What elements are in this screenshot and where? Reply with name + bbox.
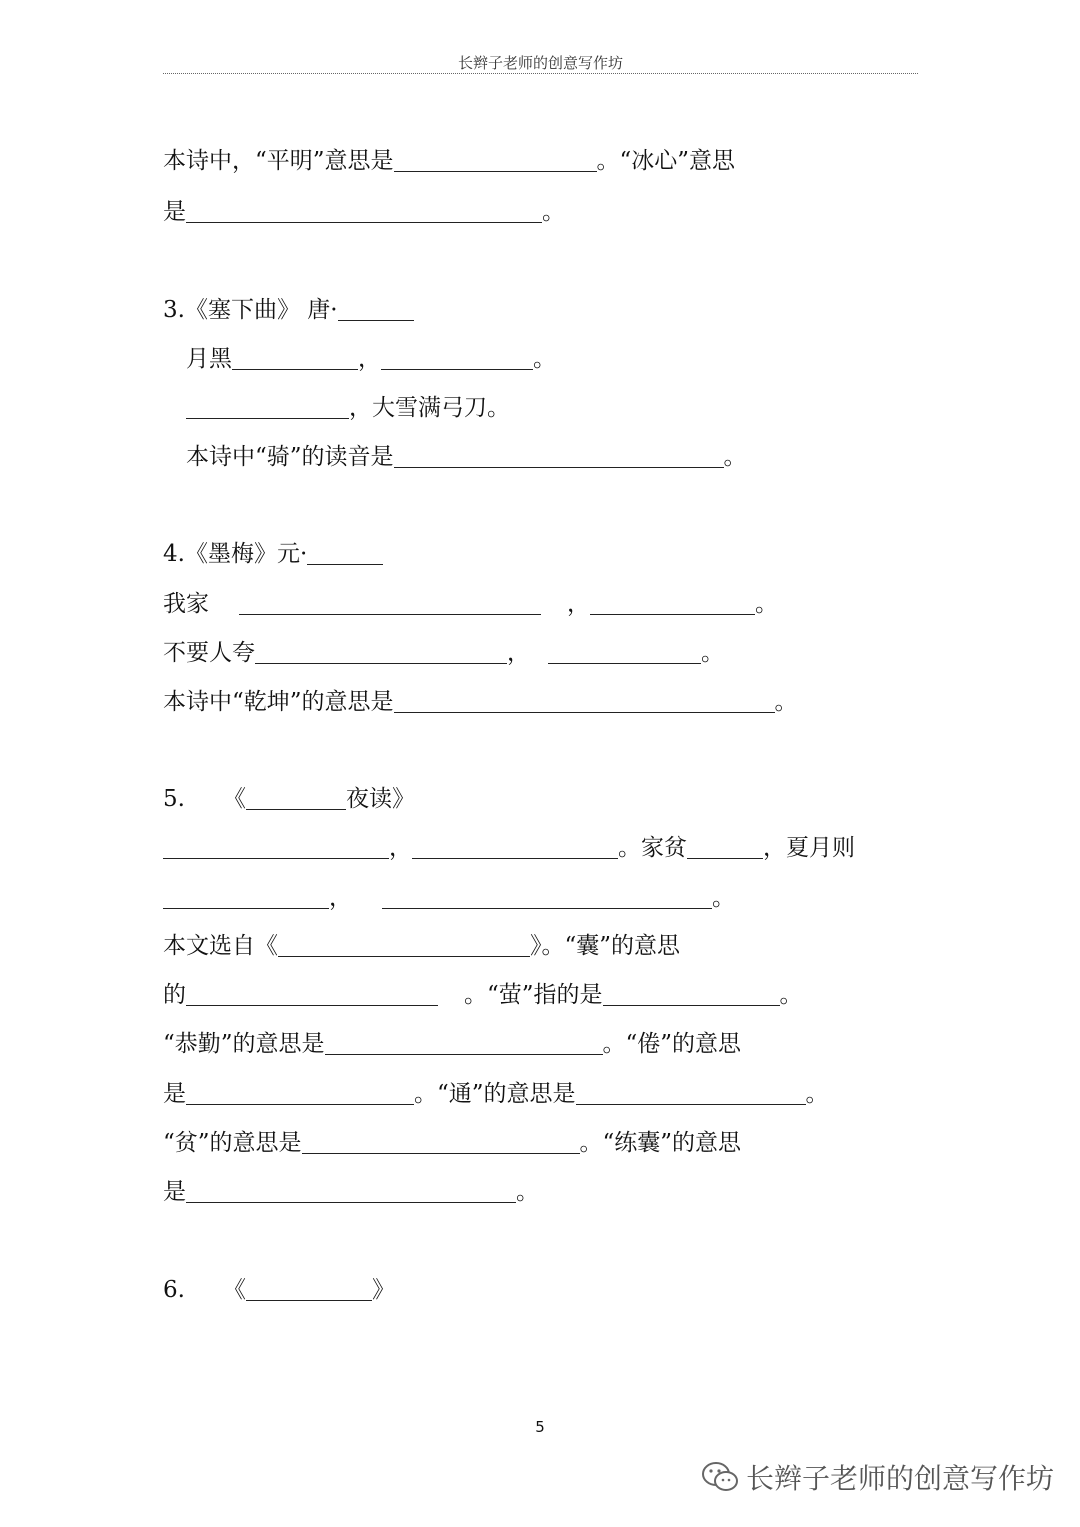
answer-blank[interactable]: [232, 347, 358, 370]
answer-blank[interactable]: [307, 542, 383, 565]
answer-blank[interactable]: [590, 592, 755, 615]
answer-blank[interactable]: [163, 836, 389, 859]
line-text: 本诗中“骑”的读音是: [186, 444, 394, 470]
worksheet-line: [163, 146, 735, 176]
watermark-text: 长辫子老师的创意写作坊: [746, 1462, 1055, 1495]
answer-blank[interactable]: [302, 1131, 580, 1154]
answer-blank[interactable]: [255, 641, 507, 664]
header-divider: [163, 73, 918, 74]
line-text: 》: [371, 1277, 395, 1303]
answer-blank[interactable]: [394, 149, 597, 172]
line-text: 。: [701, 640, 724, 666]
worksheet-line: [163, 980, 803, 1010]
line-text: 我家: [163, 591, 209, 617]
worksheet-line: [163, 197, 565, 227]
line-text: 。“通”的意思是: [414, 1081, 576, 1107]
wechat-icon: [700, 1459, 740, 1495]
line-text: 。“萤”指的是: [464, 982, 603, 1008]
line-text: 。: [755, 591, 778, 617]
answer-blank[interactable]: [186, 983, 438, 1006]
line-text: 。: [542, 199, 565, 225]
answer-blank[interactable]: [186, 1082, 414, 1105]
answer-blank[interactable]: [239, 592, 541, 615]
worksheet-line: [163, 883, 735, 913]
line-text: 。: [516, 1179, 539, 1205]
answer-blank[interactable]: [338, 298, 414, 321]
answer-blank[interactable]: [163, 886, 329, 909]
answer-blank[interactable]: [382, 886, 712, 909]
worksheet-line: [186, 442, 747, 472]
line-text: 。家贫: [618, 835, 687, 861]
answer-blank[interactable]: [687, 836, 763, 859]
answer-blank[interactable]: [548, 641, 701, 664]
line-text: 3.《塞下曲》 唐·: [163, 297, 338, 323]
worksheet-line: [163, 638, 724, 668]
line-text: 》。“囊”的意思: [530, 933, 681, 959]
worksheet-line: [163, 1079, 829, 1109]
line-text: 月黑: [186, 346, 232, 372]
worksheet-line: [163, 589, 778, 619]
line-text: 是: [163, 1081, 186, 1107]
worksheet-line: [163, 1029, 741, 1059]
worksheet-line: [163, 295, 414, 325]
line-text: “恭勤”的意思是: [163, 1031, 325, 1057]
line-text: ，: [507, 640, 530, 666]
answer-blank[interactable]: [412, 836, 618, 859]
line-text: 本文选自《: [163, 933, 278, 959]
answer-blank[interactable]: [576, 1082, 806, 1105]
worksheet-line: [186, 344, 556, 374]
line-text: 不要人夸: [163, 640, 255, 666]
line-text: ，夏月则: [763, 835, 855, 861]
answer-blank[interactable]: [186, 200, 542, 223]
line-text: 。: [533, 346, 556, 372]
worksheet-line: [163, 1128, 741, 1158]
worksheet-line: [163, 784, 415, 814]
line-text: 是: [163, 1179, 186, 1205]
answer-blank[interactable]: [325, 1032, 603, 1055]
worksheet-line: [163, 931, 680, 961]
answer-blank[interactable]: [381, 347, 533, 370]
worksheet-line: [186, 393, 510, 423]
line-text: 《: [222, 1277, 246, 1303]
line-text: 。“冰心”意思: [596, 148, 736, 174]
answer-blank[interactable]: [246, 787, 346, 810]
line-text: 。: [712, 885, 735, 911]
answer-blank[interactable]: [394, 445, 724, 468]
worksheet-line: [163, 1177, 539, 1207]
line-text: 5.: [163, 786, 185, 812]
worksheet-line: [163, 687, 798, 717]
line-text: 。: [779, 982, 803, 1008]
line-text: ，: [358, 346, 381, 372]
watermark: [700, 1457, 1054, 1497]
worksheet-line: [163, 539, 383, 569]
line-text: ，: [329, 885, 352, 911]
page-number: 5: [535, 1418, 545, 1436]
answer-blank[interactable]: [186, 1180, 516, 1203]
worksheet-line: [163, 1275, 395, 1305]
line-text: 是: [163, 199, 186, 225]
line-text: 。: [774, 689, 798, 715]
line-text: 6.: [163, 1277, 185, 1303]
answer-blank[interactable]: [394, 690, 775, 713]
line-text: ，: [389, 835, 412, 861]
line-text: ，: [567, 591, 590, 617]
line-text: 。: [723, 444, 747, 470]
line-text: 《: [222, 786, 246, 812]
line-text: 本诗中，“平明”意思是: [163, 148, 394, 174]
page-header: 长辫子老师的创意写作坊: [457, 54, 623, 72]
line-text: 夜读》: [345, 786, 415, 812]
line-text: 4.《墨梅》元·: [163, 541, 308, 567]
line-text: 的: [163, 982, 186, 1008]
line-text: “贫”的意思是: [163, 1130, 302, 1156]
answer-blank[interactable]: [603, 983, 780, 1006]
worksheet-line: [163, 833, 855, 863]
line-text: 本诗中“乾坤”的意思是: [163, 689, 394, 715]
answer-blank[interactable]: [186, 396, 349, 419]
answer-blank[interactable]: [278, 934, 530, 957]
line-text: 。“倦”的意思: [602, 1031, 742, 1057]
answer-blank[interactable]: [246, 1278, 372, 1301]
line-text: ，大雪满弓刀。: [349, 395, 510, 421]
line-text: 。: [805, 1081, 829, 1107]
line-text: 。“练囊”的意思: [579, 1130, 742, 1156]
